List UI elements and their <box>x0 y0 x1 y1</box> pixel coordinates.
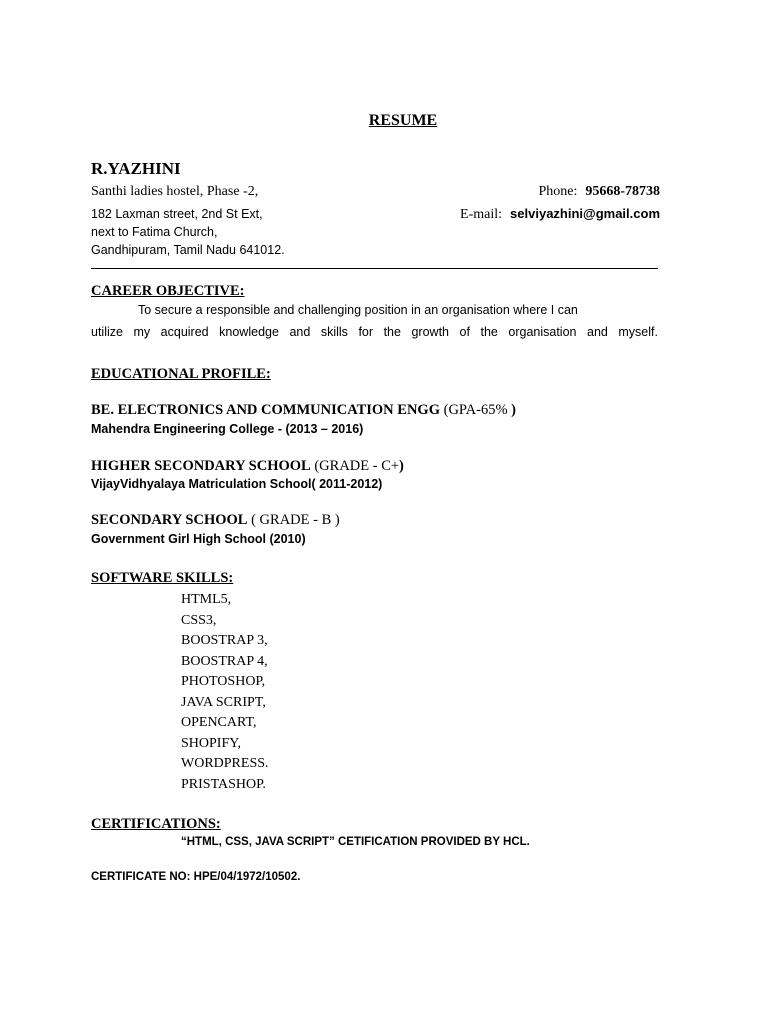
header-divider <box>91 268 658 269</box>
skill-item: HTML5, <box>181 592 232 607</box>
skill-item: WORDPRESS. <box>181 756 269 771</box>
degree-be <box>91 402 516 419</box>
applicant-name: R.YAZHINI <box>91 159 181 178</box>
software-skills-list <box>181 590 269 795</box>
skill-item: JAVA SCRIPT, <box>181 694 266 710</box>
certifications-heading: CERTIFICATIONS: <box>91 816 221 832</box>
skill-item: OPENCART, <box>181 715 257 730</box>
email-row <box>460 206 660 223</box>
educational-profile-heading: EDUCATIONAL PROFILE: <box>91 366 271 382</box>
skill-item: SHOPIFY, <box>181 735 242 751</box>
skill-item: PHOTOSHOP, <box>181 674 266 689</box>
degree-hsc <box>91 458 404 475</box>
skill-item: BOOSTRAP 3, <box>181 633 268 648</box>
certificate-number: CERTIFICATE NO: HPE/04/1972/10502. <box>91 871 301 883</box>
degree-hsc-title: HIGHER SECONDARY SCHOOL <box>91 458 311 474</box>
degree-be-title: BE. ELECTRONICS AND COMMUNICATION ENGG <box>91 402 440 418</box>
address-line-1: Santhi ladies hostel, Phase -2, <box>91 184 259 199</box>
skill-item: CSS3, <box>181 612 217 628</box>
document-title: RESUME <box>368 112 438 129</box>
career-objective-line-2: utilize my acquired knowledge and skills for the growth of the organisation and myself. <box>91 325 658 339</box>
degree-ssc-grade: ( GRADE - B ) <box>247 512 340 528</box>
career-objective-line-1: To secure a responsible and challenging position in an organisation where I can <box>138 303 578 317</box>
phone-label: Phone: <box>538 184 578 199</box>
degree-be-grade: (GPA-65% <box>439 402 508 418</box>
school-hsc: VijayVidhyalaya Matriculation School( 2011-2012) <box>91 477 383 491</box>
school-ssc: Government Girl High School (2010) <box>91 532 306 546</box>
software-skills-heading: SOFTWARE SKILLS: <box>91 570 234 586</box>
degree-be-grade-end: ) <box>507 402 516 418</box>
email-value: selviyazhini@gmail.com <box>510 206 660 221</box>
degree-hsc-grade: (GRADE - C+ <box>310 458 400 474</box>
skill-item: PRISTASHOP. <box>181 776 266 792</box>
career-objective-heading: CAREER OBJECTIVE: <box>91 283 245 299</box>
address-line-3: next to Fatima Church, <box>91 225 218 239</box>
school-be: Mahendra Engineering College - (2013 – 2016) <box>91 422 364 436</box>
email-label: E-mail: <box>460 207 503 222</box>
degree-ssc-title: SECONDARY SCHOOL <box>91 512 248 528</box>
phone-value: 95668-78738 <box>585 184 660 199</box>
degree-ssc <box>91 512 340 529</box>
address-line-4: Gandhipuram, Tamil Nadu 641012. <box>91 243 285 257</box>
address-line-2: 182 Laxman street, 2nd St Ext, <box>91 207 263 221</box>
phone-row <box>538 184 660 200</box>
certification-line: “HTML, CSS, JAVA SCRIPT” CETIFICATION PROVIDED BY HCL. <box>181 836 530 848</box>
degree-hsc-grade-end: ) <box>399 458 404 474</box>
skill-item: BOOSTRAP 4, <box>181 653 268 669</box>
